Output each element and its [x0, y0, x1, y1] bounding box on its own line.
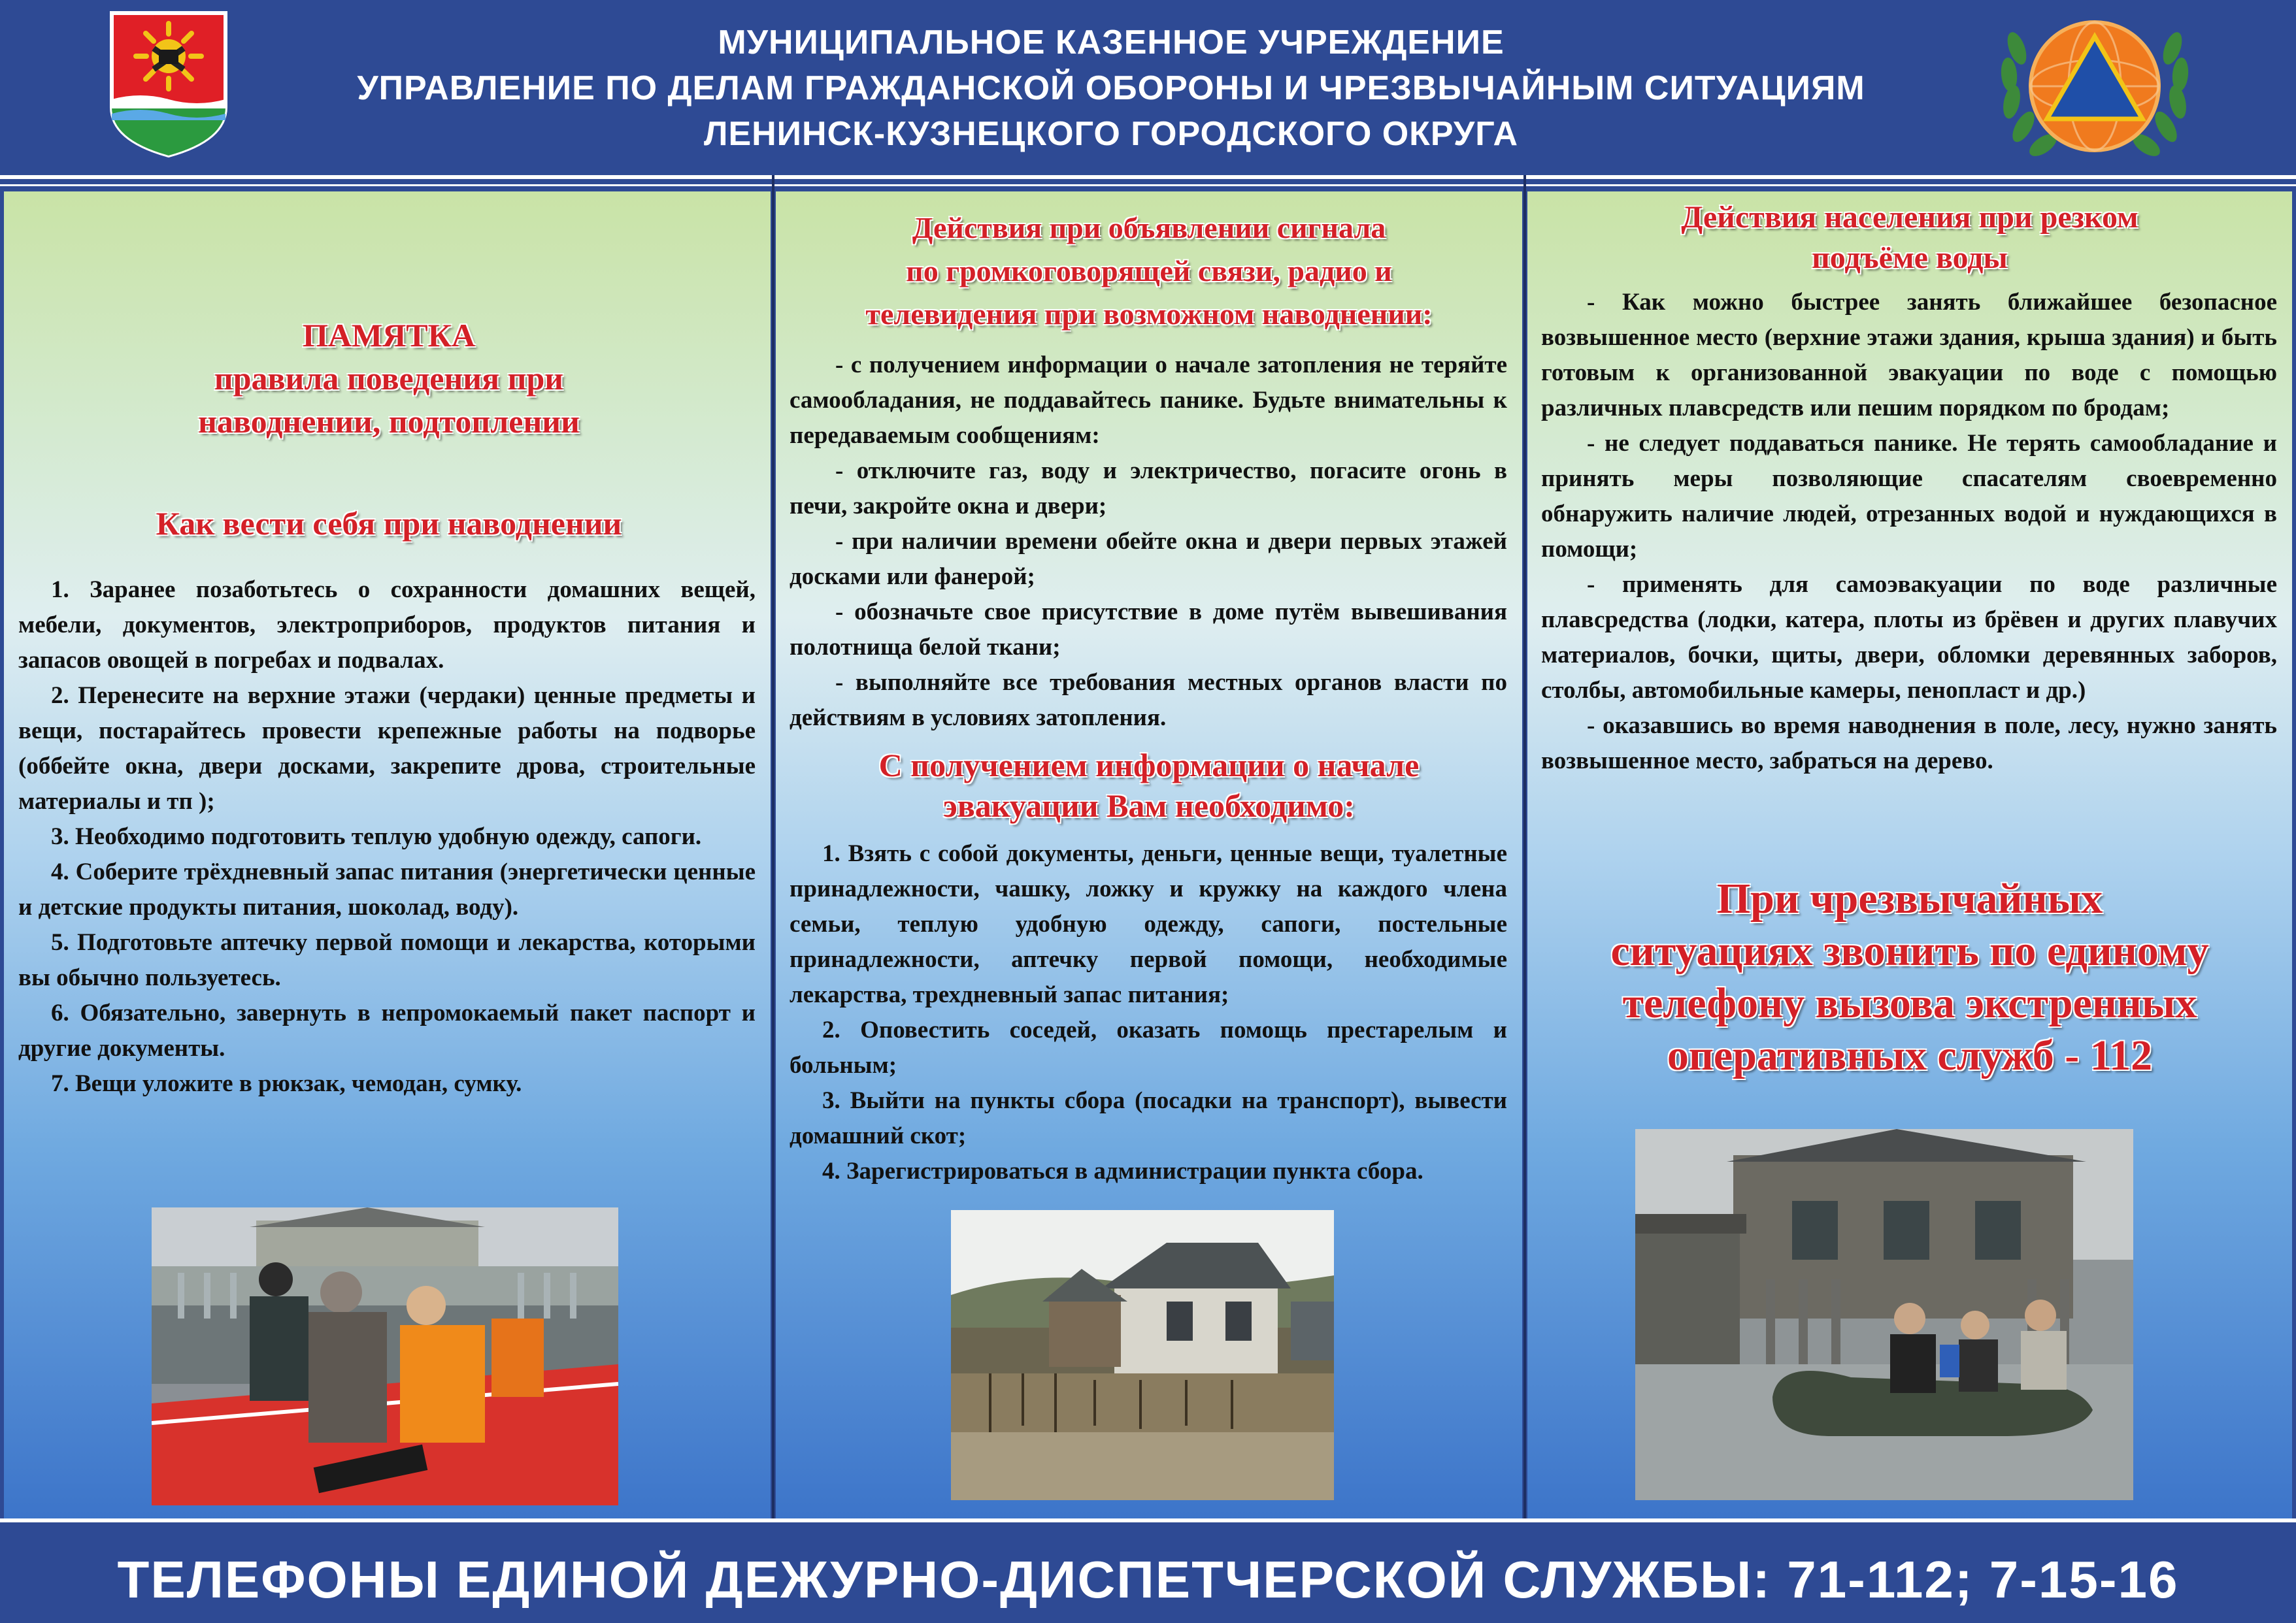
- water-rise-title: [1529, 197, 2290, 278]
- header-divider-thin: [0, 184, 2296, 186]
- emergency-line-3: телефону вызова экстренных: [1622, 979, 2197, 1027]
- civil-defense-emblem-icon: [1987, 9, 2203, 166]
- list-item: - выполняйте все требования местных органов власти по действиям в условиях затопления.: [790, 669, 1507, 731]
- header-line-3: ЛЕНИНСК-КУЗНЕЦКОГО ГОРОДСКОГО ОКРУГА: [703, 115, 1519, 153]
- emergency-112-notice: [1529, 873, 2290, 1082]
- list-item: 4. Зарегистрироваться в администрации пункта сбора.: [822, 1158, 1423, 1185]
- list-item: - Как можно быстрее занять ближайшее безопасное возвышенное место (верхние этажи здания, крыша здания) и быть готовым к организованной эвакуации по воде с помощью различных плавсредств или пешим порядком по бродам;: [1541, 289, 2277, 421]
- signal-actions-list: [790, 348, 1507, 736]
- signal-title-line-1: Действия при объявлении сигнала: [912, 211, 1386, 244]
- header-divider: [0, 175, 2296, 179]
- memo-title: ПАМЯТКА: [302, 317, 475, 353]
- list-item: 1. Заранее позаботьтесь о сохранности домашних вещей, мебели, документов, электроприборов, продуктов питания и запасов овощей в погребах и подвалах.: [18, 576, 756, 674]
- section-title-flood-behavior: Как вести себя при наводнении: [156, 505, 622, 542]
- list-item: - применять для самоэвакуации по воде различные плавсредства (лодки, катера, плоты из брёвен и других плавучих материалов, бочки, щиты, двери, обломки деревянных заборов, столбы, автомобильные камеры, пенопласт и др.): [1541, 571, 2277, 704]
- evacuation-title-line-2: эвакуации Вам необходимо:: [943, 787, 1355, 824]
- memo-subtitle-1: правила поведения при: [214, 360, 564, 397]
- dispatch-phones: ТЕЛЕФОНЫ ЕДИНОЙ ДЕЖУРНО-ДИСПЕТЧЕРСКОЙ СЛУЖБЫ: 71-112; 7-15-16: [117, 1550, 2179, 1609]
- evacuation-title: [778, 745, 1520, 826]
- list-item: - оказавшись во время наводнения в поле, лесу, нужно занять возвышенное место, забраться на дерево.: [1541, 712, 2277, 774]
- water-rise-title-line-1: Действия населения при резком: [1681, 200, 2138, 235]
- signal-actions-title: [778, 206, 1520, 336]
- column-divider-1: [772, 175, 774, 1522]
- list-item: 2. Оповестить соседей, оказать помощь престарелым и больным;: [790, 1017, 1507, 1079]
- evacuation-list: [790, 836, 1507, 1189]
- list-item: 1. Взять с собой документы, деньги, ценные вещи, туалетные принадлежности, чашку, ложку и кружку на каждого члена семьи, теплую удобную одежду, сапоги, постельные принадлежности, аптечку первой помощи, необходимые лекарства, трехдневный запас питания;: [790, 840, 1507, 1008]
- memo-subtitle-2: наводнении, подтоплении: [198, 403, 580, 440]
- inflatable-boat-evacuation-photo: [1635, 1129, 2133, 1500]
- header-banner: [0, 0, 2296, 175]
- signal-title-line-2: по громкоговорящей связи, радио и: [906, 254, 1392, 287]
- footer-banner: [0, 1522, 2296, 1623]
- emergency-line-2: ситуациях звонить по единому: [1610, 927, 2209, 975]
- signal-title-line-3: телевидения при возможном наводнении:: [865, 297, 1433, 331]
- memo-list: [18, 572, 756, 1102]
- flooded-house-photo: [951, 1210, 1334, 1500]
- list-item: - не следует поддаваться панике. Не терять самообладание и принять меры позволяющие спасателям своевременно обнаружить наличие людей, отрезанных водой и нуждающихся в помощи;: [1541, 430, 2277, 563]
- list-item: 7. Вещи уложите в рюкзак, чемодан, сумку.: [51, 1070, 522, 1097]
- list-item: - обозначьте свое присутствие в доме путём вывешивания полотнища белой ткани;: [790, 598, 1507, 661]
- header-line-2: УПРАВЛЕНИЕ ПО ДЕЛАМ ГРАЖДАНСКОЙ ОБОРОНЫ И ЧРЕЗВЫЧАЙНЫМ СИТУАЦИЯМ: [357, 69, 1865, 107]
- list-item: 6. Обязательно, завернуть в непромокаемый пакет паспорт и другие документы.: [18, 1000, 756, 1062]
- list-item: - с получением информации о начале затопления не теряйте самообладания, не поддавайтесь панике. Будьте внимательны к передаваемым сообщениям:: [790, 352, 1507, 449]
- list-item: 3. Необходимо подготовить теплую удобную одежду, сапоги.: [51, 823, 702, 850]
- list-item: 3. Выйти на пункты сбора (посадки на транспорт), вывести домашний скот;: [790, 1087, 1507, 1149]
- list-item: 2. Перенесите на верхние этажи (чердаки) ценные предметы и вещи, постарайтесь провести крепежные работы на подворье (оббейте окна, двери досками, закрепите дрова, строительные материалы и тп );: [18, 682, 756, 815]
- water-rise-list: [1541, 285, 2277, 779]
- column-divider-2: [1523, 175, 1526, 1522]
- city-coat-of-arms-icon: [108, 9, 229, 159]
- water-rise-title-line-2: подъёме воды: [1812, 240, 2008, 275]
- header-line-1: МУНИЦИПАЛЬНОЕ КАЗЕННОЕ УЧРЕЖДЕНИЕ: [718, 24, 1505, 61]
- memo-title-block: [26, 314, 752, 443]
- evacuation-title-line-1: С получением информации о начале: [878, 747, 1420, 783]
- list-item: - при наличии времени обейте окна и двери первых этажей досками или фанерой;: [790, 528, 1507, 590]
- header-title: [222, 20, 2000, 157]
- list-item: 5. Подготовьте аптечку первой помощи и лекарства, которыми вы обычно пользуетесь.: [18, 929, 756, 991]
- emergency-line-4: оперативных служб - 112: [1667, 1032, 2153, 1079]
- rescue-boat-photo: [152, 1207, 618, 1505]
- list-item: 4. Соберите трёхдневный запас питания (энергетически ценные и детские продукты питания, шоколад, воду).: [18, 859, 756, 921]
- emergency-line-1: При чрезвычайных: [1716, 875, 2103, 923]
- list-item: - отключите газ, воду и электричество, погасите огонь в печи, закройте окна и двери;: [790, 457, 1507, 519]
